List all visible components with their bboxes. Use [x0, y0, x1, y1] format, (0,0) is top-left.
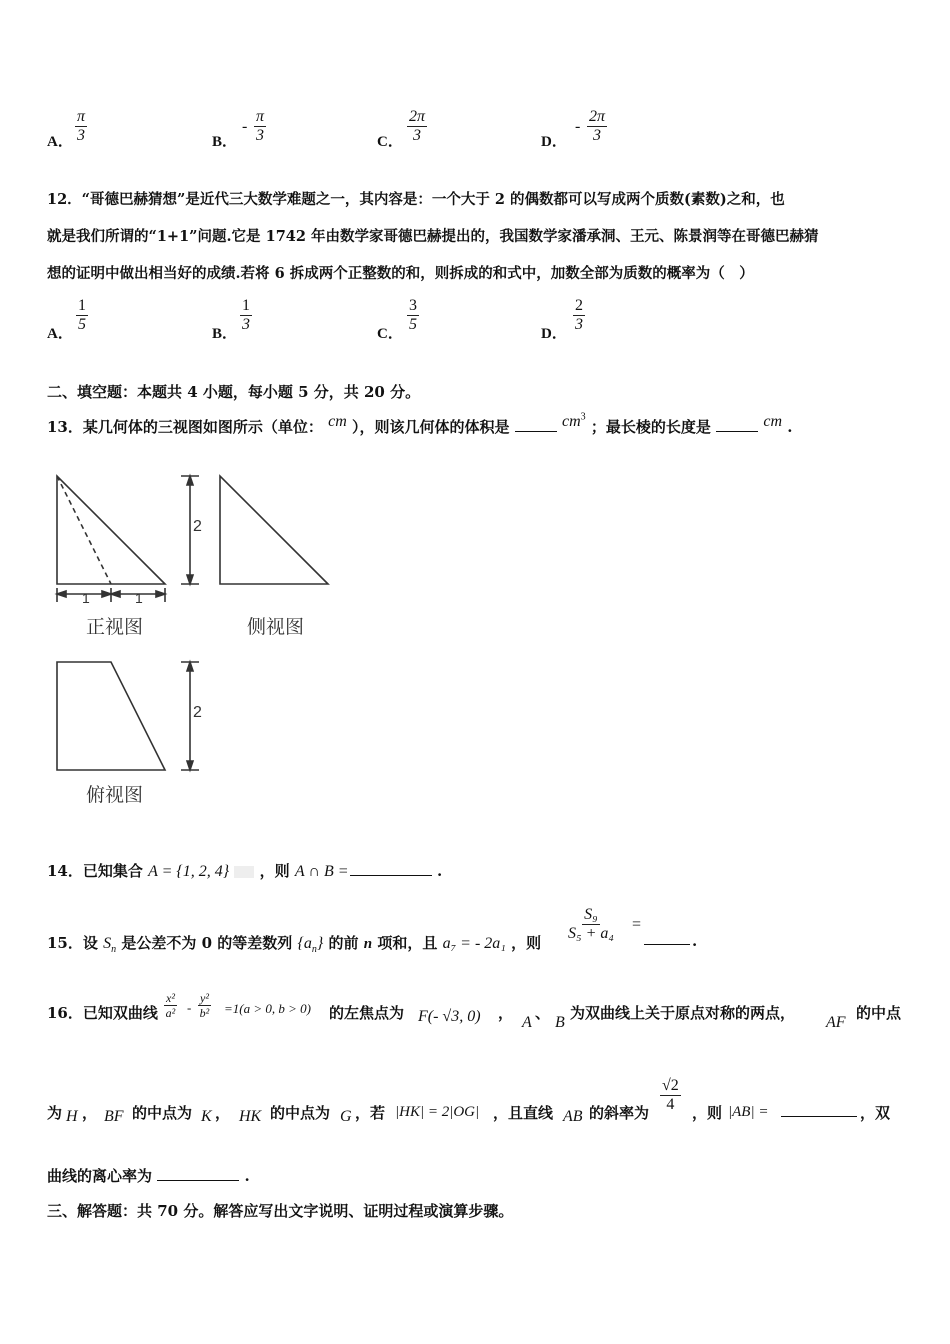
q15-mid1: 是公差不为 0 的等差数列: [121, 934, 293, 952]
q16-a2: a²: [165, 1006, 176, 1020]
q16-l2-m3: ，若: [355, 1104, 386, 1122]
q12-d-num: 2: [575, 297, 583, 314]
front-height-arrow-bottom: [187, 575, 193, 584]
q16-slope-den: 4: [666, 1096, 675, 1113]
q16-cond: =1(a > 0, b > 0): [224, 1001, 311, 1016]
top-height-arrow-top: [187, 662, 193, 671]
q13-edge-blank[interactable]: [716, 417, 758, 432]
section-2-heading: 二、填空题：本题共 4 小题，每小题 5 分，共 20 分。: [47, 383, 421, 401]
q11-b-den: 3: [256, 127, 264, 144]
q13-unit2-exp: 3: [580, 411, 586, 423]
q11-option-d-fraction: [587, 108, 607, 145]
q12-option-b-fraction: [240, 297, 252, 334]
q16-eccentricity-blank[interactable]: [157, 1166, 239, 1181]
q11-option-a-letter: A．: [47, 134, 73, 150]
front-dim-arrow-1: [57, 591, 66, 597]
q12-option-a-letter: A．: [47, 326, 73, 342]
q16-hk-og: |HK| = 2|OG|: [395, 1104, 480, 1120]
q15-seq-letter: a: [303, 935, 312, 952]
q16-l2-pre: 为: [47, 1104, 63, 1122]
side-view: [220, 476, 328, 584]
front-dim-arrow-3: [111, 591, 120, 597]
q16-abs-ab: |AB| =: [728, 1104, 769, 1120]
q16-comma: ，: [498, 1004, 514, 1022]
q13-volume-blank[interactable]: [515, 417, 557, 432]
q15-sn: [103, 935, 117, 956]
q16-y2: y²: [200, 991, 209, 1005]
top-view: [57, 662, 199, 770]
q16-x-fraction: [164, 991, 177, 1020]
q13-unit3: cm: [763, 413, 783, 430]
q11-option-a-fraction: [75, 108, 87, 145]
q13-mid2: ；最长棱的长度是: [590, 418, 711, 436]
q16-l3-end: .: [244, 1167, 250, 1185]
q16-l2-m4: ，且直线: [493, 1104, 554, 1122]
q16-point-a: A: [522, 1014, 532, 1031]
front-view: [57, 476, 199, 602]
dim-top-height: 2: [193, 704, 202, 721]
q12-line-1: 12．“哥德巴赫猜想”是近代三大数学难题之一，其内容是：一个大于 2 的偶数都可以写成两个质数(素数)之和，也: [47, 191, 785, 208]
q13-mid: ），则该几何体的体积是: [352, 418, 510, 436]
q14-answer-blank[interactable]: [350, 861, 432, 876]
q16-x2: x²: [166, 991, 175, 1005]
q14-set-b-image: [234, 866, 254, 878]
q16-mid1: 的左焦点为: [329, 1004, 405, 1022]
q12-c-den: 5: [409, 316, 417, 333]
q11-option-c-fraction: [407, 108, 427, 145]
q16-line-1-mid: [329, 1002, 404, 1023]
dim-front-left: 1: [82, 590, 90, 606]
dim-front-height: 2: [193, 518, 202, 535]
q15-answer-blank[interactable]: [644, 930, 690, 945]
q15-sn-letter: S: [103, 935, 112, 952]
q11-d-den: 3: [593, 127, 601, 144]
q16-ab: AB: [563, 1108, 583, 1125]
q15-mid2: 的前: [328, 934, 359, 952]
q12-line-2: 就是我们所谓的“1+1”问题.它是 1742 年由数学家哥德巴赫提出的，我国数学家潘承洞、王元、陈景润等在哥德巴赫猜: [47, 228, 819, 245]
q13-end: .: [787, 418, 793, 436]
q16-c1: ，: [82, 1104, 98, 1122]
section-3-heading: 三、解答题：共 70 分。解答应写出文字说明、证明过程或演算步骤。: [47, 1202, 514, 1220]
q15-end: .: [692, 932, 698, 950]
q16-l3: 曲线的离心率为: [47, 1167, 153, 1185]
q13-unit2-text: cm: [562, 413, 581, 430]
q15-pre: 15．设: [47, 934, 98, 952]
q12-d-den: 3: [575, 316, 583, 333]
q14-end: .: [436, 862, 443, 880]
q16-focus: F(- √3, 0): [418, 1008, 481, 1025]
q15-frac-num: S₉: [584, 906, 598, 923]
q15-sn-sub: n: [111, 944, 117, 956]
q13-pre: 13．某几何体的三视图如图所示（单位：: [47, 418, 323, 436]
q12-line-3: 想的证明中做出相当好的成绩.若将 6 拆成两个正整数的和，则拆成的和式中，加数全部为质数的概率为（ ）: [47, 265, 754, 282]
q16-mid3: 的中点: [856, 1004, 902, 1022]
q14-text: [47, 860, 442, 881]
q11-a-num: π: [77, 108, 86, 125]
q12-a-num: 1: [78, 297, 86, 314]
q12-option-c-fraction: [407, 297, 419, 334]
q15-seq: $\{a_n\}$: [297, 935, 324, 956]
front-height-arrow-top: [187, 476, 193, 485]
q16-bf: BF: [104, 1108, 124, 1125]
q12-b-num: 1: [242, 297, 250, 314]
side-view-label: 侧视图: [247, 616, 305, 638]
q11-c-den: 3: [413, 127, 421, 144]
q16-l2-end: ，双: [860, 1104, 891, 1122]
q16-hk: HK: [239, 1108, 262, 1125]
q16-dun: 、: [535, 1004, 551, 1022]
q16-k: K: [201, 1108, 212, 1125]
q16-b2: b²: [199, 1006, 210, 1020]
q13-unit2: [562, 413, 586, 430]
front-view-triangle: [57, 476, 165, 584]
q12-option-a-fraction: [76, 297, 88, 334]
q16-y-fraction: [198, 991, 211, 1020]
q16-slope-num: √2: [662, 1077, 679, 1094]
q16-slope-fraction: [660, 1077, 681, 1114]
q11-option-b-letter: B．: [212, 134, 238, 150]
dim-front-right: 1: [135, 590, 143, 606]
side-view-triangle: [220, 476, 328, 584]
q16-mid2: 为双曲线上关于原点对称的两点，: [570, 1004, 796, 1022]
q12-c-num: 3: [409, 297, 417, 314]
q16-minus: -: [187, 1000, 192, 1015]
q12-option-b-letter: B．: [212, 326, 238, 342]
front-view-label: 正视图: [86, 616, 144, 638]
q11-option-d-letter: D．: [541, 134, 567, 150]
q16-l2-m5: 的斜率为: [589, 1104, 650, 1122]
q13-unit: cm: [328, 413, 347, 430]
q12-option-d-fraction: [573, 297, 585, 334]
q16-line-1-pre: 16．已知双曲线: [47, 1004, 158, 1022]
q16-af: AF: [826, 1014, 846, 1031]
q15-cond: a₇ = - 2a₁: [442, 935, 506, 952]
q11-d-num: 2π: [589, 108, 606, 125]
q15-text: [47, 932, 541, 955]
q11-b-num: π: [256, 108, 265, 125]
q15-fraction: [568, 906, 614, 943]
q12-a-den: 5: [78, 316, 86, 333]
q16-point-b: B: [555, 1014, 565, 1031]
q11-option-b-fraction: [254, 108, 266, 145]
q16-ab-blank[interactable]: [781, 1102, 857, 1117]
q15-mid4: ，则: [511, 934, 542, 952]
q16-l2-m6: ，则: [692, 1104, 723, 1122]
top-view-label: 俯视图: [86, 784, 144, 806]
q11-b-sign: -: [242, 118, 248, 135]
q11-a-den: 3: [77, 127, 85, 144]
q12-b-den: 3: [242, 316, 250, 333]
front-dim-arrow-4: [156, 591, 165, 597]
q16-l2-m2: 的中点为: [270, 1104, 331, 1122]
q16-h: H: [66, 1108, 78, 1125]
q14-set-a: A = {1, 2, 4}: [148, 863, 230, 880]
q16-line-3: [47, 1165, 250, 1186]
q15-n: n: [363, 936, 373, 952]
q11-d-sign: -: [575, 118, 581, 135]
top-view-trapezoid: [57, 662, 165, 770]
q14-expr: A ∩ B =: [294, 863, 349, 880]
q13-text: [47, 411, 793, 437]
q14-mid: ，则: [259, 862, 290, 880]
q12-option-c-letter: C．: [377, 326, 403, 342]
q14-pre: 14．已知集合: [47, 862, 143, 880]
top-height-arrow-bottom: [187, 761, 193, 770]
q11-c-num: 2π: [409, 108, 426, 125]
q15-frac-den: S₅ + a₄: [568, 925, 614, 942]
q16-c2: ，: [215, 1104, 231, 1122]
q12-option-d-letter: D．: [541, 326, 567, 342]
q11-option-c-letter: C．: [377, 134, 403, 150]
q15-eq: =: [632, 916, 642, 933]
q16-l2-m1: 的中点为: [132, 1104, 193, 1122]
front-view-hidden-edge: [57, 476, 111, 584]
q15-mid3: 项和，且: [377, 934, 438, 952]
q16-g: G: [340, 1108, 352, 1125]
